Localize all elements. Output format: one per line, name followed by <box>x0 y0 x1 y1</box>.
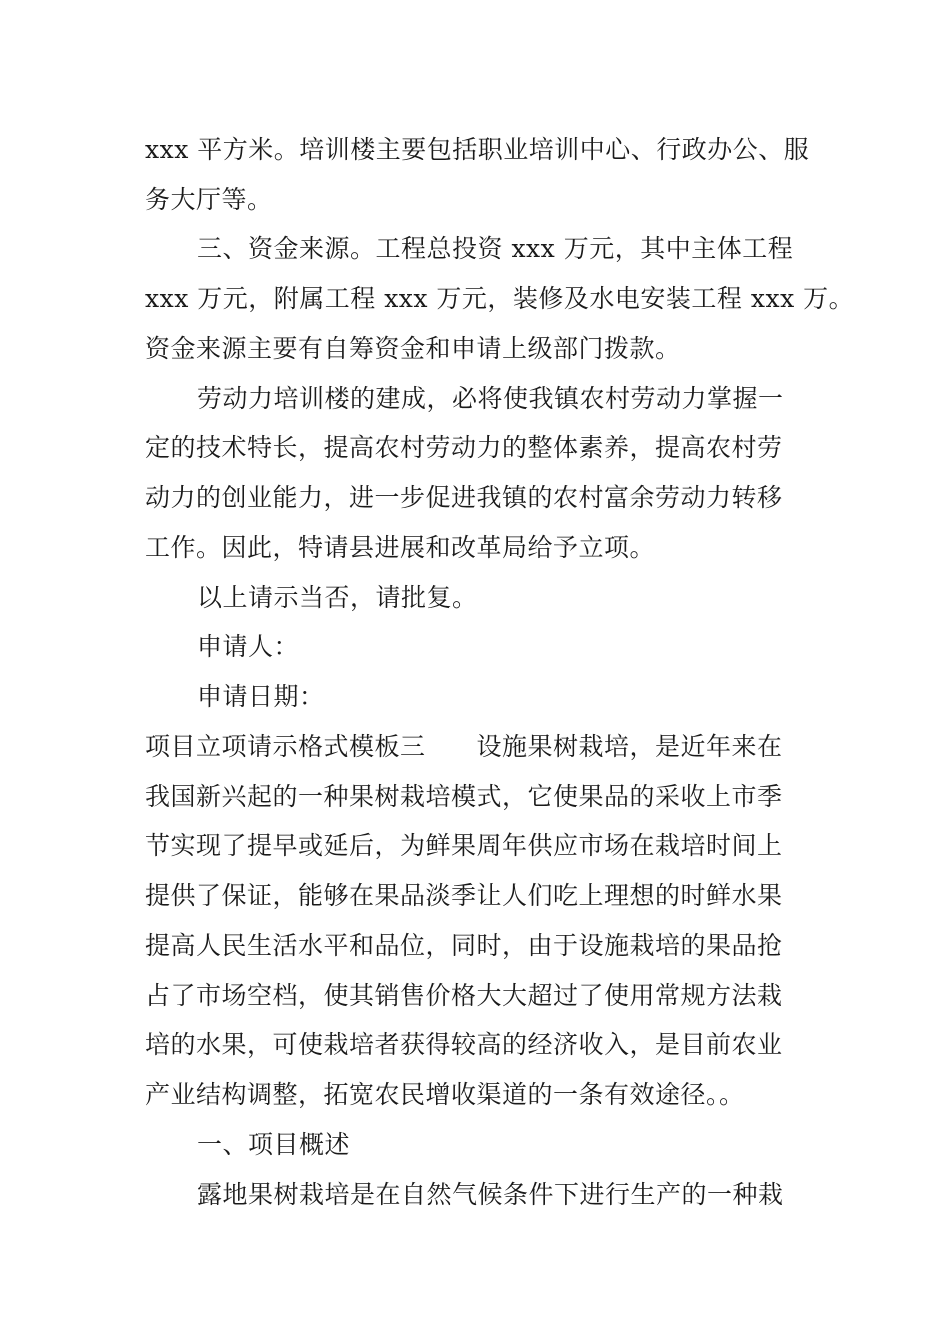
text-line: 项目立项请示格式模板三 设施果树栽培，是近年来在 <box>145 732 783 761</box>
text-line: 申请人： <box>197 632 300 661</box>
text-line: 定的技术特长，提高农村劳动力的整体素养，提高农村劳 <box>145 433 783 462</box>
text-line: 资金来源主要有自筹资金和申请上级部门拨款。 <box>145 334 681 363</box>
text-line: 劳动力培训楼的建成，必将使我镇农村劳动力掌握一 <box>197 384 784 413</box>
text-line: 工作。因此，特请县进展和改革局给予立项。 <box>145 533 656 562</box>
text-line: 产业结构调整，拓宽农民增收渠道的一条有效途径。。 <box>145 1080 745 1109</box>
text-line: 节实现了提早或延后，为鲜果周年供应市场在栽培时间上 <box>145 831 783 860</box>
text-line: 以上请示当否，请批复。 <box>197 583 478 612</box>
text-line: 动力的创业能力，进一步促进我镇的农村富余劳动力转移 <box>145 483 783 512</box>
text-line: 申请日期： <box>197 682 325 711</box>
text-line: xxx 万元，附属工程 xxx 万元，装修及水电安装工程 xxx 万。 <box>145 284 855 313</box>
section-heading: 一、项目概述 <box>197 1130 351 1159</box>
text-line: 占了市场空档，使其销售价格大大超过了使用常规方法栽 <box>145 981 783 1010</box>
text-line: 我国新兴起的一种果树栽培模式，它使果品的采收上市季 <box>145 782 783 811</box>
text-line: xxx 平方米。培训楼主要包括职业培训中心、行政办公、服 <box>145 135 810 164</box>
text-line: 提供了保证，能够在果品淡季让人们吃上理想的时鲜水果 <box>145 881 783 910</box>
text-line: 务大厅等。 <box>145 185 273 214</box>
text-line: 露地果树栽培是在自然气候条件下进行生产的一种栽 <box>197 1180 784 1209</box>
text-line: 提高人民生活水平和品位，同时，由于设施栽培的果品抢 <box>145 931 783 960</box>
text-line: 三、资金来源。工程总投资 xxx 万元，其中主体工程 <box>197 234 794 263</box>
text-line: 培的水果，可使栽培者获得较高的经济收入，是目前农业 <box>145 1030 783 1059</box>
